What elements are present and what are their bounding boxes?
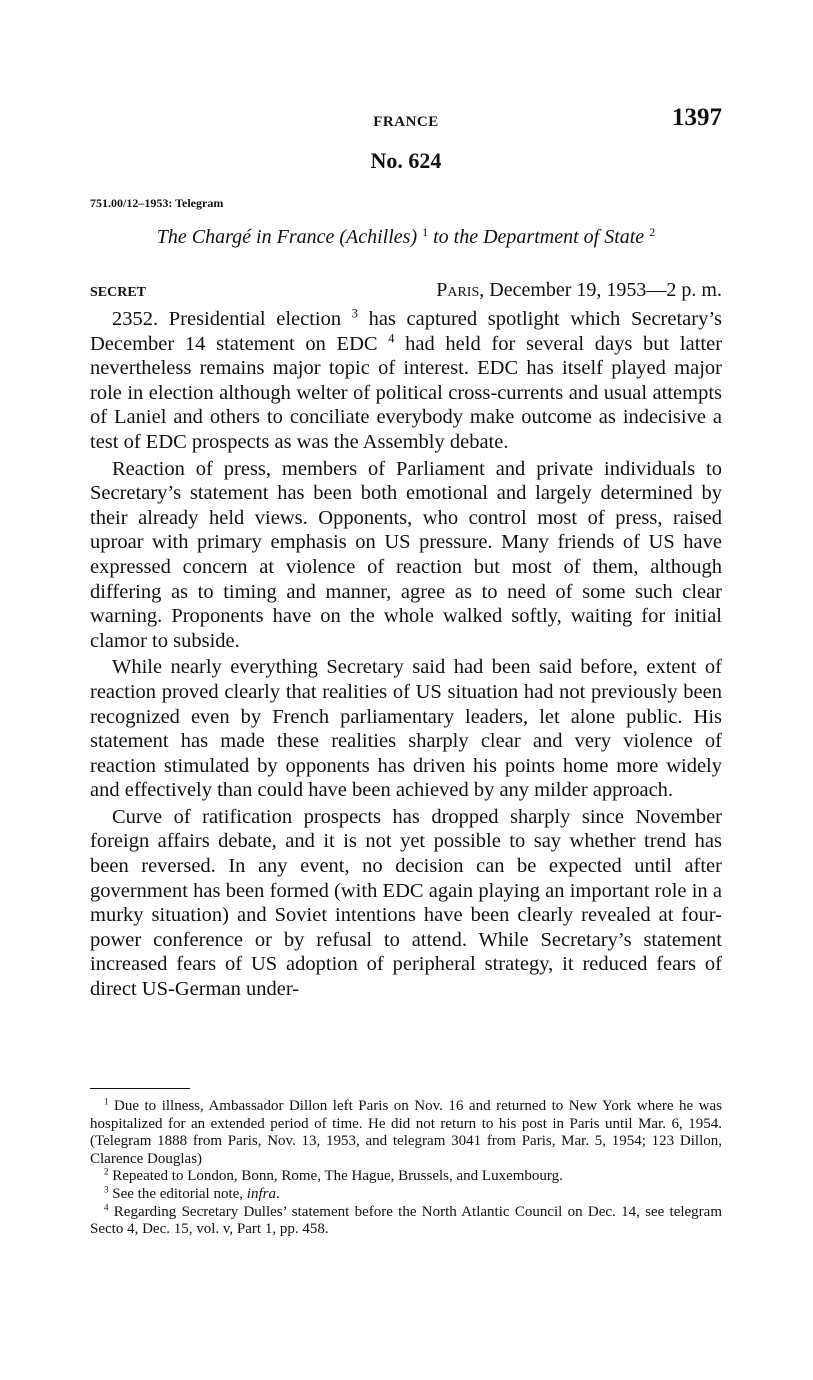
file-reference: 751.00/12–1953: Telegram: [90, 196, 224, 210]
telegram-body: [90, 307, 722, 1004]
dateline: [436, 279, 722, 302]
footnote-ref-3: 3: [351, 306, 358, 321]
footnote-3-italic: infra: [246, 1185, 276, 1202]
footnote-3-end: .: [275, 1185, 280, 1202]
footnote-2: [90, 1168, 722, 1186]
footnote-ref-4: 4: [388, 331, 395, 346]
classification-label: SECRET: [90, 285, 147, 300]
paragraph-1-text-a: 2352. Presidential election: [112, 308, 342, 330]
document-heading: [90, 226, 722, 249]
heading-part-1: The Chargé in France (Achilles): [156, 226, 418, 248]
paragraph-2: Reaction of press, members of Parliament and private individuals to Secretary’s statement has been both emotional and largely determined by their already held views. Opponents, who control most of press, raised uproar with primary emphasis on US pressure. Many friends of US have expressed concern at violence of reaction but most of them, although differing as to timing and manner, agree as to need of some such clear warning. Proponents have on the whole walked softly, waiting for initial clamor to subside.: [90, 457, 722, 652]
footnote-marker-1: 1: [104, 1096, 109, 1107]
dateline-date: , December 19, 1953—2 p. m.: [479, 279, 722, 301]
footnote-2-text: Repeated to London, Bonn, Rome, The Hague, Brussels, and Luxembourg.: [112, 1168, 563, 1185]
footnote-1-text: Due to illness, Ambassador Dillon left Paris on Nov. 16 and returned to New York where he was hospitalized for an extended period of time. He did not return to his post in Paris until Mar. 6, 1954. (Telegram 1888 from Paris, Nov. 13, 1953, and telegram 3041 from Paris, Mar. 5, 1954; 123 Dillon, Clarence Douglas): [90, 1098, 722, 1167]
dateline-place: Paris: [436, 279, 480, 301]
footnote-4: [90, 1204, 722, 1239]
footnote-marker-2: 2: [104, 1166, 109, 1177]
footnote-marker-3: 3: [104, 1184, 109, 1195]
footnote-4-text: Regarding Secretary Dulles’ statement before the North Atlantic Council on Dec. 14, see telegram Secto 4, Dec. 15, vol. v, Part 1, pp. 458.: [90, 1203, 723, 1238]
footnotes: [90, 1098, 722, 1239]
paragraph-1: [90, 307, 722, 455]
classification-row: [90, 279, 722, 305]
paragraph-3: While nearly everything Secretary said had been said before, extent of reaction proved clearly that realities of US situation had not previously been recognized even by French parliamentary leaders, let alone public. His statement has made these realities sharply clear and very violence of reaction stimulated by opponents has driven his points home more widely and effectively than could have been achieved by any milder approach.: [90, 656, 722, 802]
running-title: FRANCE: [373, 114, 439, 130]
footnote-ref-1: 1: [422, 224, 429, 239]
footnote-marker-4: 4: [104, 1202, 109, 1213]
footnote-1: [90, 1098, 722, 1168]
footnote-3: [90, 1186, 722, 1204]
paragraph-1-text-c: had held for several days but latter nevertheless remains major topic of interest. EDC has itself played major role in election although welter of political cross-currents and usual attempts of Laniel and others to conciliate everybody make outcome as indecisive a test of EDC prospects as was the Assembly debate.: [90, 332, 723, 453]
running-head: [90, 104, 722, 140]
heading-part-2: to the Department of State: [433, 226, 645, 248]
paragraph-1-text-b: has captured spotlight which Secretary’s December 14 statement on EDC: [90, 308, 723, 355]
footnote-ref-2: 2: [649, 224, 656, 239]
document-number: No. 624: [370, 148, 442, 173]
footnote-3-text: See the editorial note,: [112, 1185, 244, 1202]
page-number: 1397: [672, 104, 722, 131]
footnote-divider: [90, 1088, 190, 1089]
paragraph-4: Curve of ratification prospects has dropped sharply since November foreign affairs debate, and it is not yet possible to say whether trend has been reversed. In any event, no decision can be expected until after government has been formed (with EDC again playing an important role in a murky situation) and Soviet intentions have been clearly revealed at four-power conference or by refusal to attend. While Secretary’s statement increased fears of US adoption of peripheral strategy, it reduced fears of direct US-German under-: [90, 805, 722, 1001]
